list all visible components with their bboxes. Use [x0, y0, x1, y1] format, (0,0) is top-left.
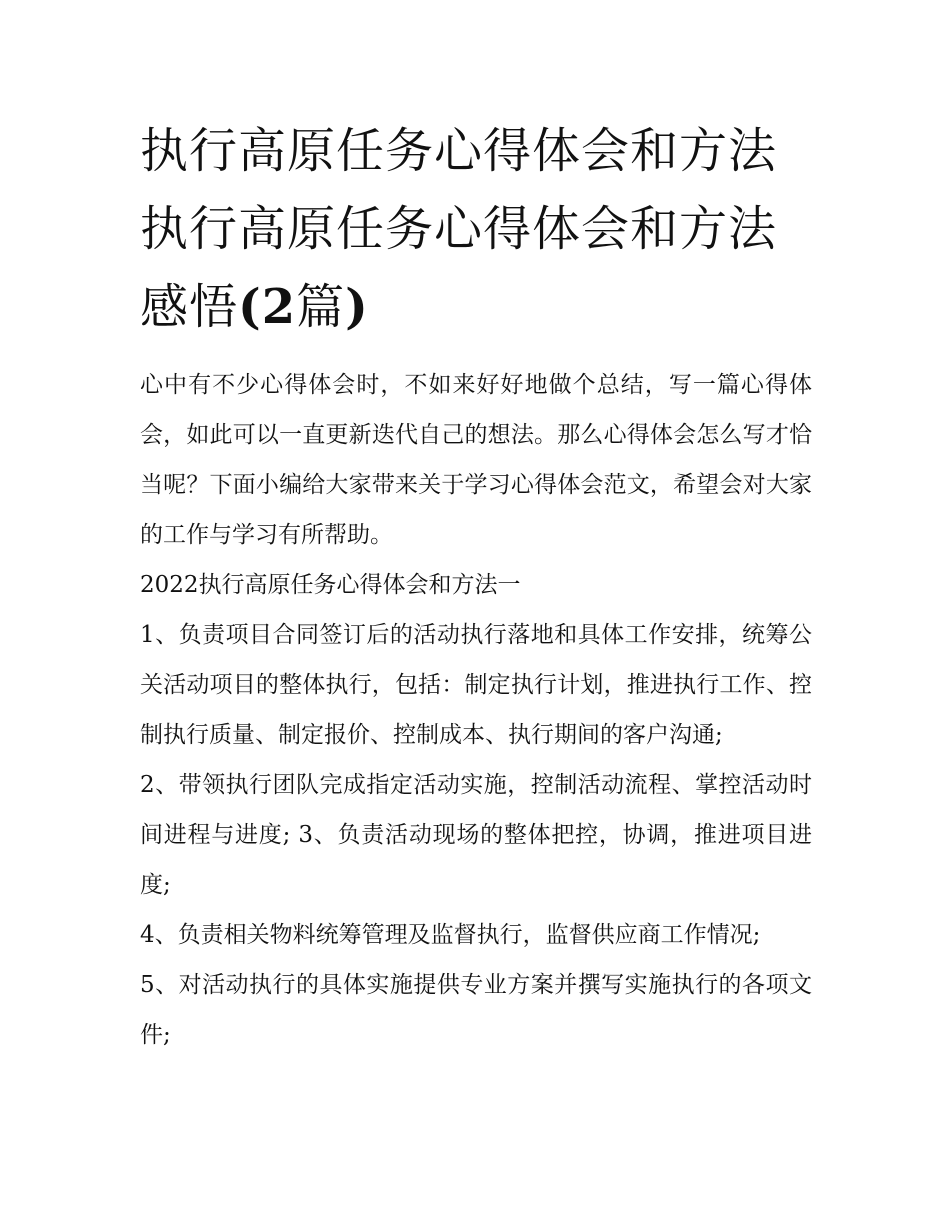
document-page [140, 112, 812, 1060]
document-title [140, 112, 812, 346]
title-line-3-mid: 篇 [296, 279, 346, 335]
title-line-2: 执行高原任务心得体会和方法 [140, 201, 778, 257]
title-line-3-bold: (2 [238, 279, 297, 335]
title-line-3-end: ) [345, 279, 369, 335]
section-heading: 2022执行高原任务心得体会和方法一 [140, 572, 521, 598]
intro-paragraph: 心中有不少心得体会时，不如来好好地做个总结，写一篇心得体会，如此可以一直更新迭代自己的想法。那么心得体会怎么写才恰当呢？下面小编给大家带来关于学习心得体会范文，希望会对大家的工作与学习有所帮助。 [140, 372, 812, 548]
title-line-1: 执行高原任务心得体会和方法 [140, 123, 778, 179]
list-item: 4、负责相关物料统筹管理及监督执行，监督供应商工作情况; [140, 922, 761, 948]
title-line-3 [140, 268, 812, 346]
list-item: 5、对活动执行的具体实施提供专业方案并撰写实施执行的各项文件; [140, 972, 812, 1048]
list-item: 2、带领执行团队完成指定活动实施，控制活动流程、掌控活动时间进程与进度; 3、负责活动现场的整体把控，协调，推进项目进度; [140, 772, 812, 898]
title-line-3-prefix: 感悟 [140, 279, 239, 335]
list-item: 1、负责项目合同签订后的活动执行落地和具体工作安排，统筹公关活动项目的整体执行，包括：制定执行计划，推进执行工作、控制执行质量、制定报价、控制成本、执行期间的客户沟通; [140, 622, 812, 748]
